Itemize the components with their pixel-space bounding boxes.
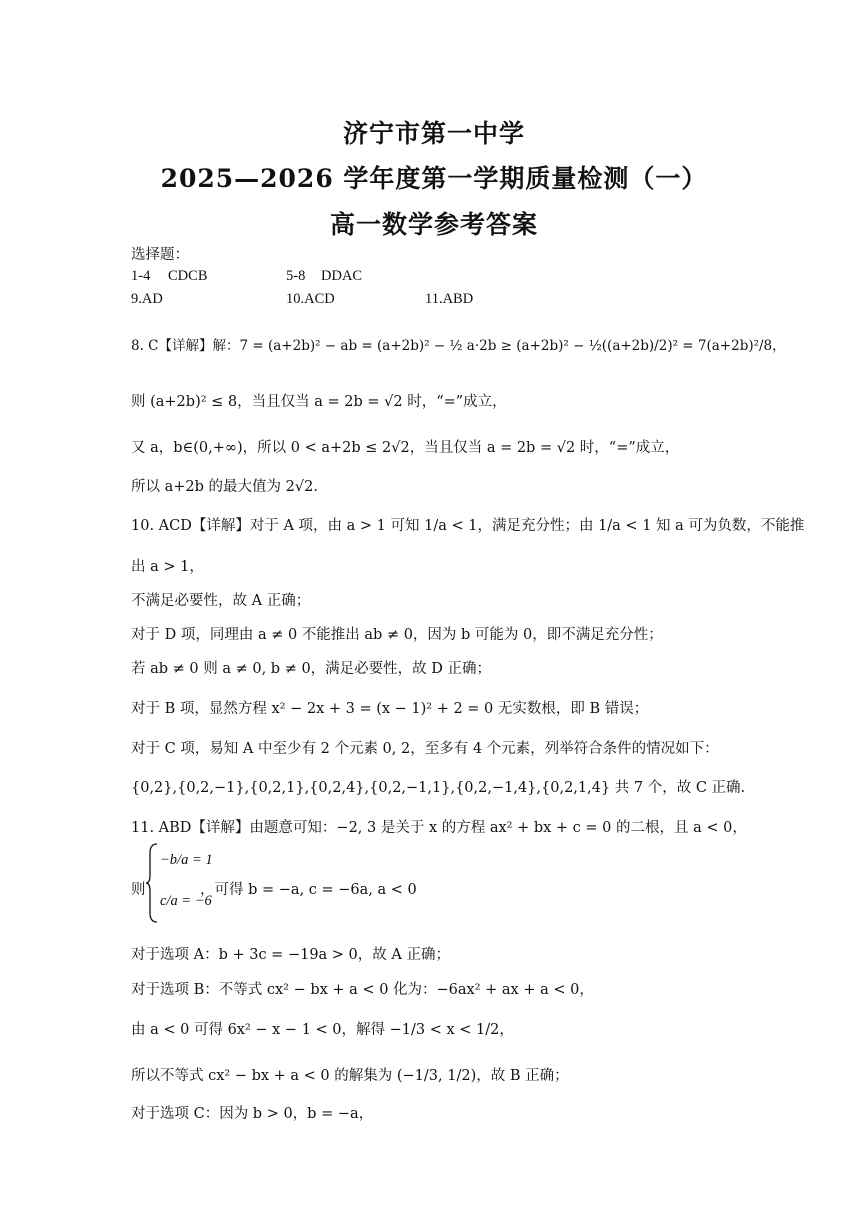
q10-line-3: 不满足必要性，故 A 正确；	[131, 593, 311, 609]
system-eq-1: −b/a = 1	[160, 852, 213, 868]
q10-line-5: 若 ab ≠ 0 则 a ≠ 0, b ≠ 0，满足必要性，故 D 正确；	[131, 661, 492, 677]
q11-line-2: ，可得 b = −a, c = −6a, a < 0	[200, 882, 417, 898]
answer-9: 9.AD	[131, 291, 163, 307]
q10-line-4: 对于 D 项，同理由 a ≠ 0 不能推出 ab ≠ 0，因为 b 可能为 0，即不满足充分性；	[131, 627, 663, 643]
q8-line-4: 所以 a+2b 的最大值为 2√2.	[131, 479, 318, 495]
q10-line-1: 10. ACD【详解】对于 A 项，由 a > 1 可知 1/a < 1，满足充分性；由 1/a < 1 知 a 可为负数，不能推	[131, 518, 805, 534]
answer-range-1: 1-4	[131, 268, 151, 284]
q10-line-6: 对于 B 项，显然方程 x² − 2x + 3 = (x − 1)² + 2 = 0 无实数根，即 B 错误；	[131, 701, 649, 717]
answer-1-4: CDCB	[168, 268, 208, 284]
choice-label: 选择题：	[131, 247, 189, 263]
answer-11: 11.ABD	[425, 291, 474, 307]
system-eq-2: c/a = −6	[160, 893, 212, 909]
q10-line-8: {0,2},{0,2,−1},{0,2,1},{0,2,4},{0,2,−1,1},{0,2,−1,4},{0,2,1,4} 共 7 个，故 C 正确.	[131, 780, 746, 796]
system-brace	[145, 843, 159, 923]
q11-line-5: 由 a < 0 可得 6x² − x − 1 < 0，解得 −1/3 < x < 1/2，	[131, 1022, 514, 1038]
q11-line-4: 对于选项 B：不等式 cx² − bx + a < 0 化为：−6ax² + ax + a < 0，	[131, 982, 594, 998]
answer-10: 10.ACD	[286, 291, 335, 307]
subject-title: 高一数学参考答案	[329, 210, 538, 239]
q10-line-2: 出 a > 1，	[131, 559, 204, 575]
q8-line-2: 则 (a+2b)² ≤ 8，当且仅当 a = 2b = √2 时，“=”成立，	[131, 394, 507, 410]
q11-line-3: 对于选项 A：b + 3c = −19a > 0，故 A 正确；	[131, 947, 450, 963]
school-title: 济宁市第一中学	[342, 119, 525, 148]
answer-range-2: 5-8	[286, 268, 306, 284]
q11-then: 则	[131, 882, 146, 898]
answer-5-8: DDAC	[321, 268, 363, 284]
q8-line-1: 8. C【详解】解：7 = (a+2b)² − ab = (a+2b)² − ½ a·2b ≥ (a+2b)² − ½((a+2b)/2)² = 7(a+2b)²/8，	[131, 338, 786, 354]
q11-line-6: 所以不等式 cx² − bx + a < 0 的解集为 (−1/3, 1/2)，故 B 正确；	[131, 1068, 569, 1084]
q10-line-7: 对于 C 项，易知 A 中至少有 2 个元素 0, 2，至多有 4 个元素，列举符合条件的情况如下：	[131, 741, 719, 757]
q8-line-3: 又 a，b∈(0,+∞)，所以 0 < a+2b ≤ 2√2，当且仅当 a = 2b = √2 时，“=”成立，	[131, 440, 680, 456]
q11-line-1: 11. ABD【详解】由题意可知：−2, 3 是关于 x 的方程 ax² + bx + c = 0 的二根，且 a < 0，	[131, 820, 747, 836]
q11-line-7: 对于选项 C：因为 b > 0，b = −a，	[131, 1106, 374, 1122]
exam-title: 2025—2026 学年度第一学期质量检测（一）	[160, 164, 708, 193]
